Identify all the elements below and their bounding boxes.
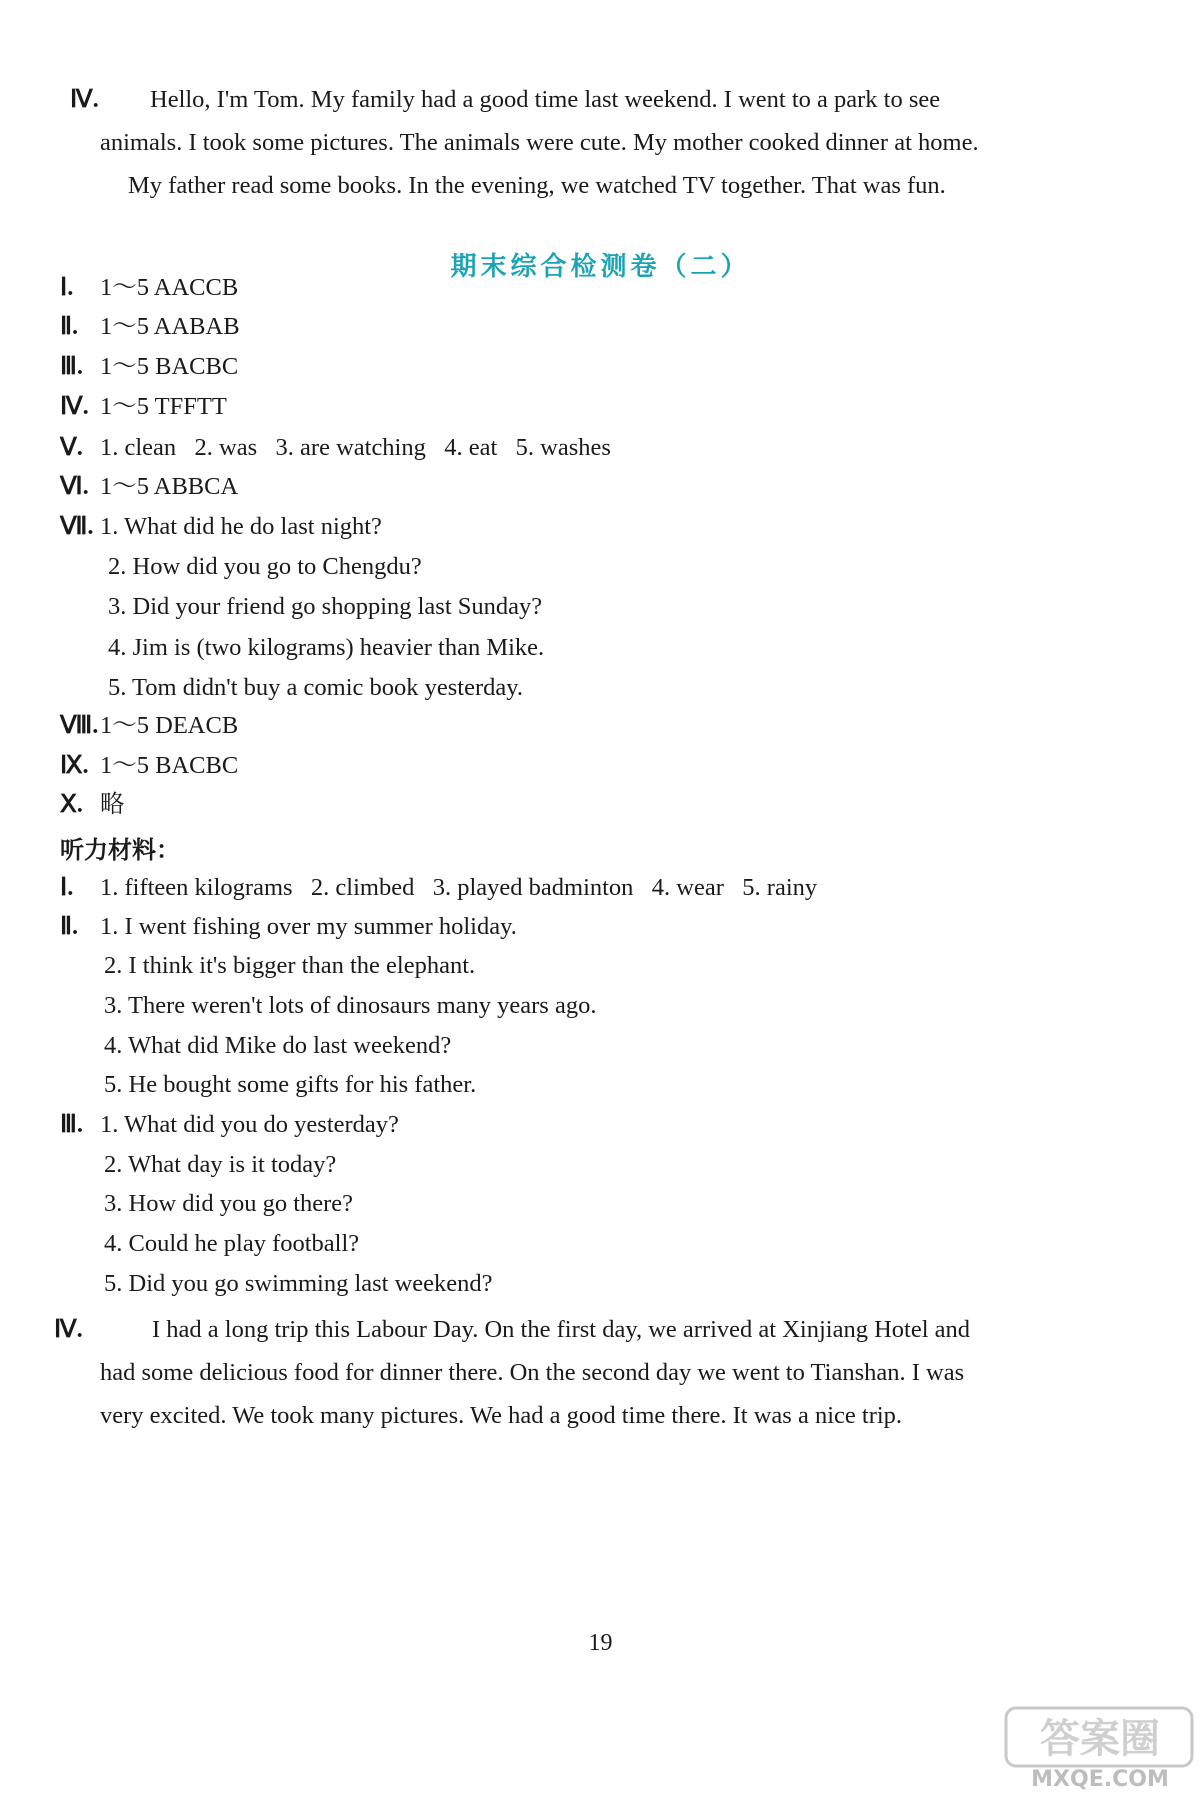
answer-text: 1. fifteen kilograms 2. climbed 3. played badminton 4. wear 5. rainy <box>100 874 818 901</box>
answer-number: Ⅱ. <box>60 313 79 340</box>
answer-row <box>60 750 238 782</box>
section-number: Ⅳ. <box>70 86 99 113</box>
paragraph-line: animals. I took some pictures. The animals were cute. My mother cooked dinner at home. <box>100 129 979 156</box>
answer-number: Ⅲ. <box>60 353 84 380</box>
answer-number: Ⅲ. <box>60 1111 84 1138</box>
answer-text: 1～5 AACCB <box>100 274 239 301</box>
listening-paragraph <box>54 1308 1154 1437</box>
answer-text: 1. What did you do yesterday? <box>100 1111 399 1138</box>
listening-row <box>60 872 817 904</box>
answer-number: Ⅶ. <box>60 513 94 540</box>
paragraph-line: had some delicious food for dinner there. On the second day we went to Tianshan. I was <box>100 1359 965 1386</box>
answer-number: Ⅸ. <box>60 752 89 779</box>
answer-row <box>60 710 238 742</box>
answer-text: 1～5 AABAB <box>100 313 240 340</box>
watermark-graphic <box>1000 1700 1200 1792</box>
watermark-url: MXQE.COM <box>1031 1767 1169 1792</box>
paragraph-line: I had a long trip this Labour Day. On the first day, we arrived at Xinjiang Hotel and <box>152 1316 971 1343</box>
answer-subitem: 3. Did your friend go shopping last Sunday? <box>108 593 543 620</box>
listening-subitem: 2. What day is it today? <box>104 1151 337 1178</box>
section-number: Ⅳ. <box>54 1316 83 1343</box>
answer-row <box>60 311 240 343</box>
answer-subitem: 2. How did you go to Chengdu? <box>108 553 422 580</box>
answer-text: 略 <box>100 791 125 818</box>
answer-text: 1～5 BACBC <box>100 353 239 380</box>
answer-number: Ⅷ. <box>60 712 99 739</box>
answer-number: Ⅴ. <box>60 434 83 461</box>
answer-number: Ⅵ. <box>60 473 89 500</box>
listening-subitem: 4. Could he play football? <box>104 1230 360 1257</box>
listening-subitem: 4. What did Mike do last weekend? <box>104 1032 452 1059</box>
answer-number: Ⅳ. <box>60 393 89 420</box>
answer-row <box>60 789 125 821</box>
listening-subitem: 2. I think it's bigger than the elephant. <box>104 952 476 979</box>
answer-text: 1～5 BACBC <box>100 752 239 779</box>
top-paragraph <box>70 78 1170 207</box>
answer-number: Ⅱ. <box>60 913 79 940</box>
watermark-text: 答案圈 <box>1040 1716 1160 1762</box>
watermark-logo <box>1000 1700 1200 1792</box>
answer-subitem: 4. Jim is (two kilograms) heavier than Mike. <box>108 634 545 661</box>
page-number: 19 <box>588 1630 613 1656</box>
listening-subitem: 3. How did you go there? <box>104 1190 354 1217</box>
answer-row <box>60 471 238 503</box>
answer-row <box>60 432 611 464</box>
section-subtitle: 期末综合检测卷（二） <box>450 252 751 282</box>
listening-row <box>60 911 517 943</box>
answer-number: Ⅹ. <box>60 791 83 818</box>
answer-text: 1. clean 2. was 3. are watching 4. eat 5. washes <box>100 434 611 461</box>
listening-row <box>60 1109 399 1141</box>
answer-row <box>60 351 238 383</box>
answer-text: 1～5 ABBCA <box>100 473 239 500</box>
answer-text: 1. I went fishing over my summer holiday. <box>100 913 517 940</box>
answer-subitem: 5. Tom didn't buy a comic book yesterday. <box>108 674 524 701</box>
answer-number: Ⅰ. <box>60 274 74 301</box>
paragraph-line: My father read some books. In the evening, we watched TV together. That was fun. <box>128 172 946 199</box>
paragraph-line: very excited. We took many pictures. We had a good time there. It was a nice trip. <box>100 1402 903 1429</box>
answer-row <box>60 511 382 543</box>
listening-heading: 听力材料： <box>60 836 180 864</box>
answer-text: 1～5 DEACB <box>100 712 239 739</box>
paragraph-line: Hello, I'm Tom. My family had a good time last weekend. I went to a park to see <box>150 86 941 113</box>
answer-text: 1～5 TFFTT <box>100 393 227 420</box>
answer-row <box>60 391 227 423</box>
answer-row <box>60 272 238 304</box>
listening-subitem: 5. Did you go swimming last weekend? <box>104 1270 493 1297</box>
listening-subitem: 3. There weren't lots of dinosaurs many years ago. <box>104 992 597 1019</box>
listening-subitem: 5. He bought some gifts for his father. <box>104 1071 477 1098</box>
answer-text: 1. What did he do last night? <box>100 513 382 540</box>
answer-number: Ⅰ. <box>60 874 74 901</box>
